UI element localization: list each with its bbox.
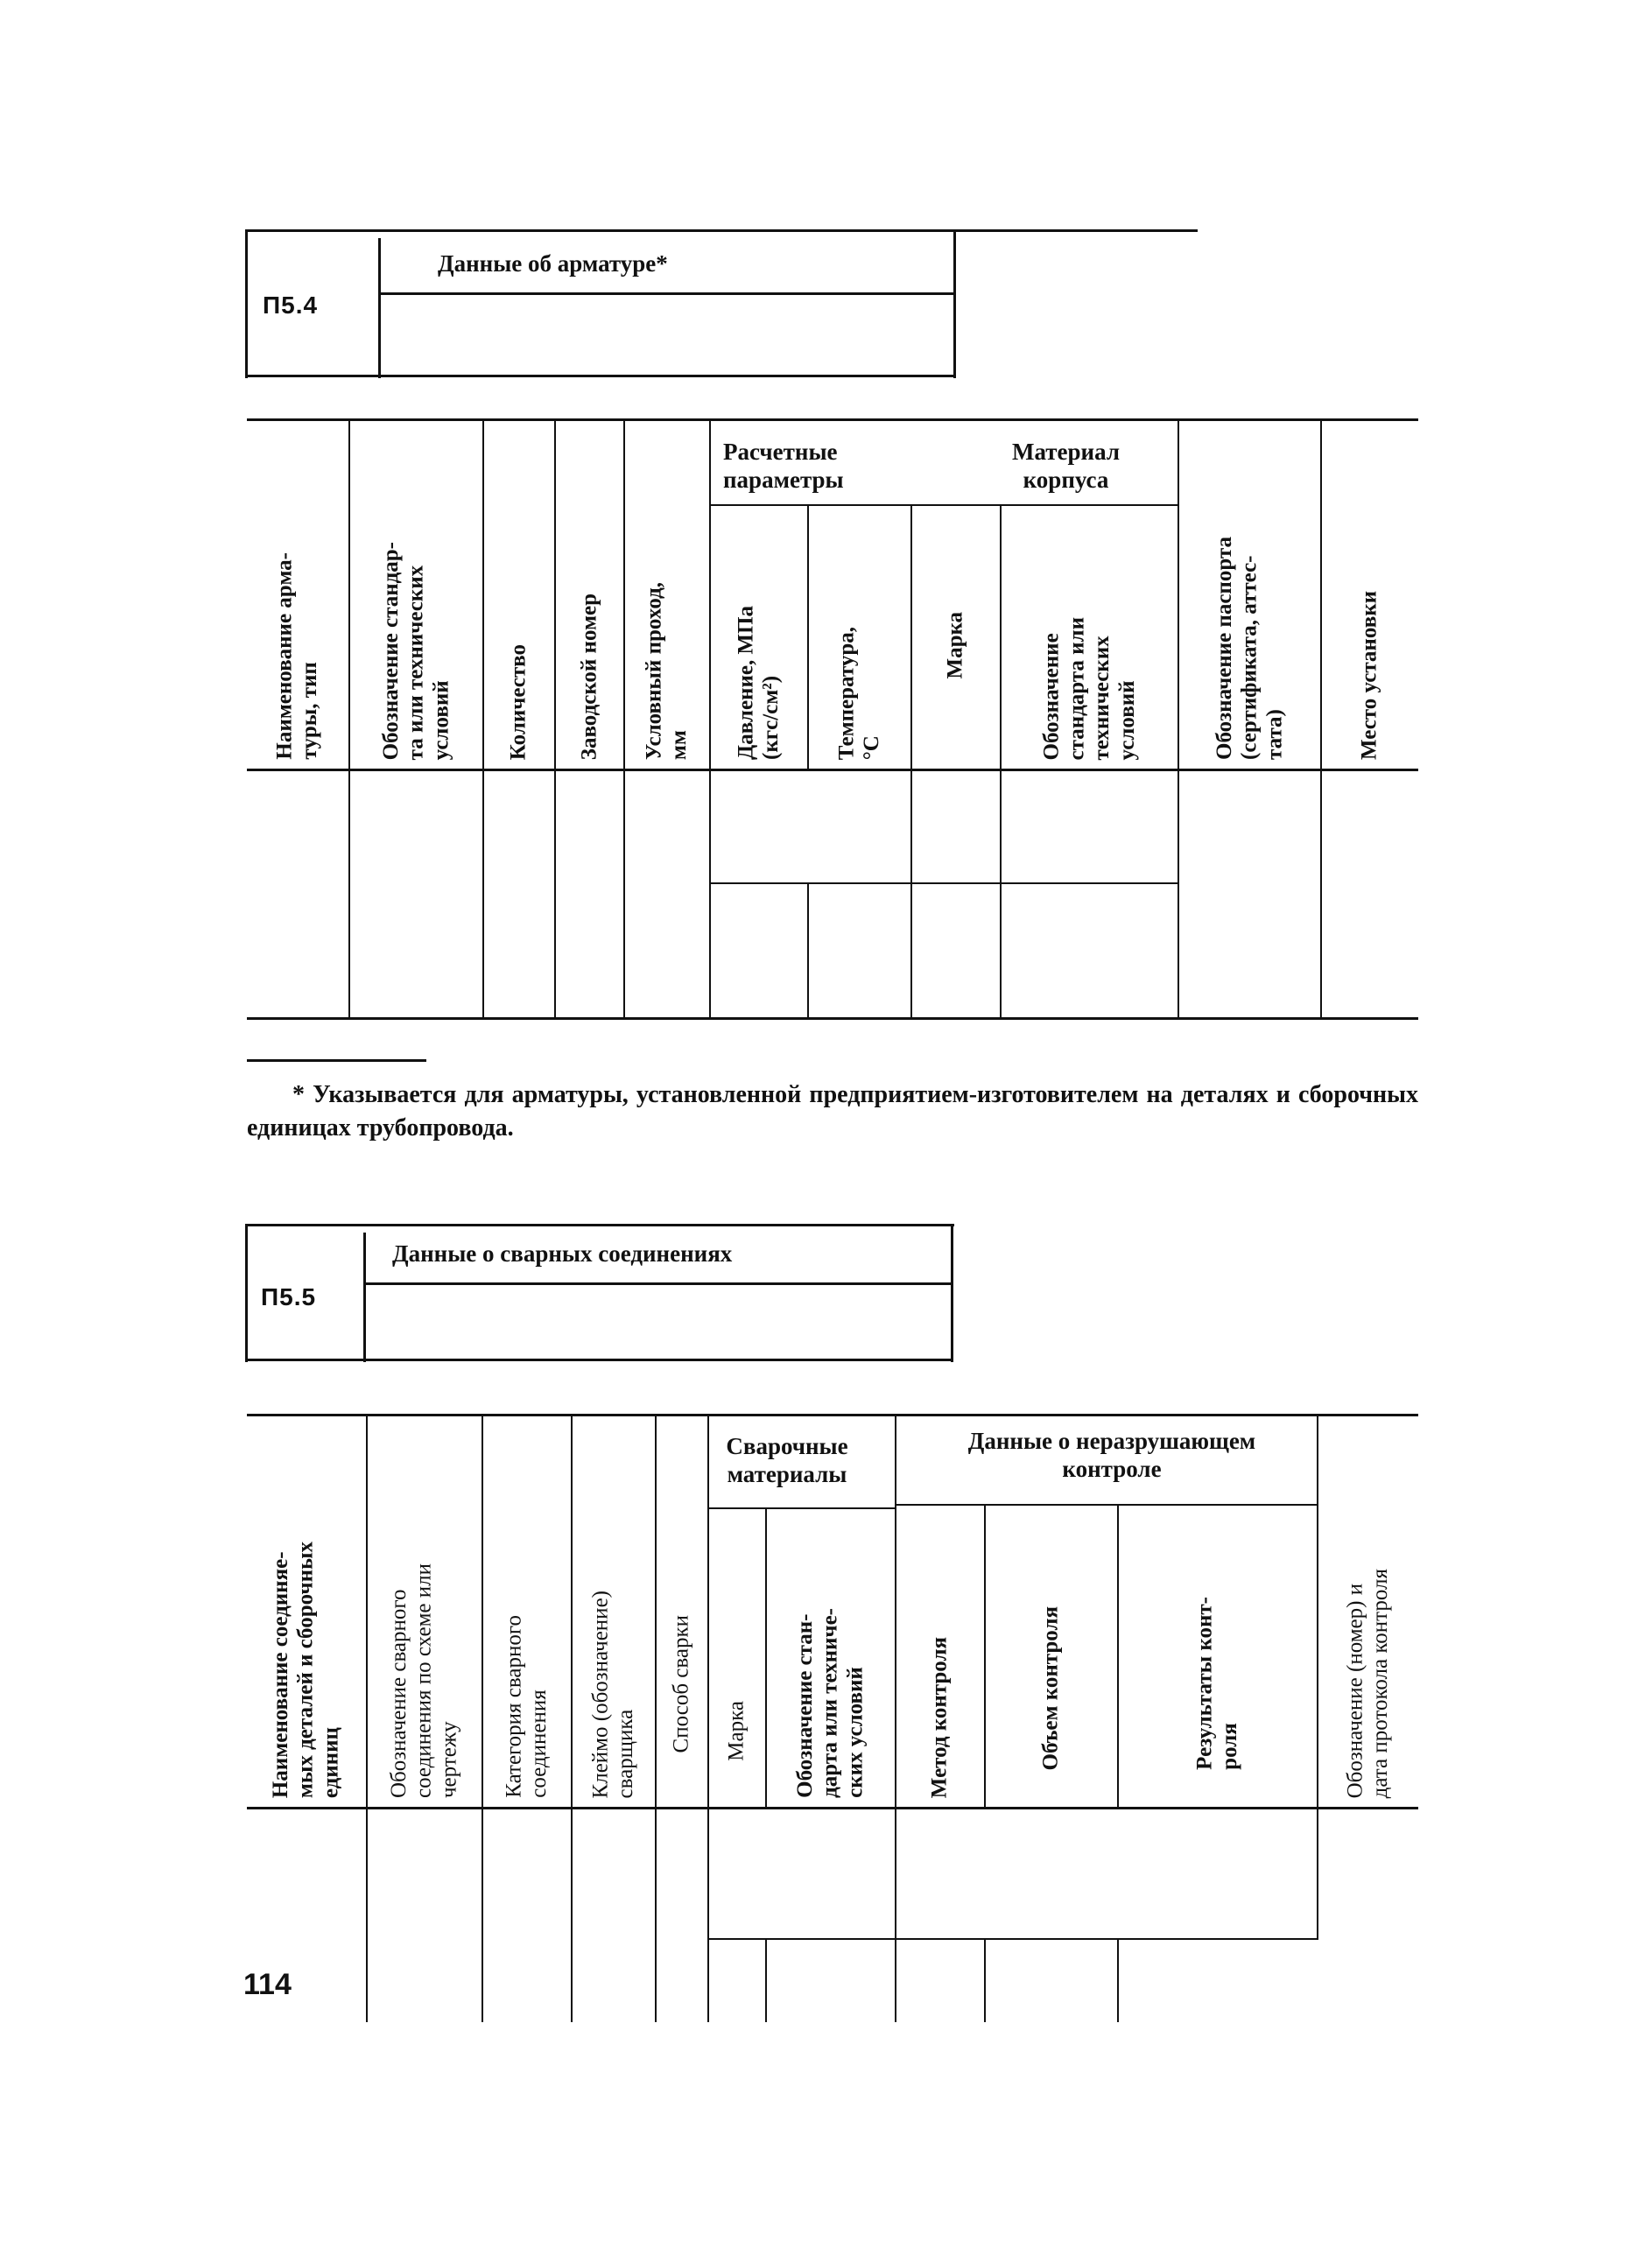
section-5-5-code: П5.5 — [261, 1283, 317, 1310]
armature-col-grade: Марка — [943, 612, 967, 679]
welds-col-ndt-method: Метод контроля — [927, 1636, 952, 1798]
section-5-4-code: П5.4 — [263, 292, 319, 319]
armature-group-body-material: Материал корпуса — [1012, 439, 1120, 494]
footnote-rule — [247, 1059, 426, 1062]
section-5-5-title: Данные о сварных соединениях — [392, 1240, 733, 1267]
welds-col-ndt-scope: Объем контроля — [1038, 1605, 1063, 1770]
footnote-text: * Указывается для арматуры, установленной предприятием-изготовителем на деталях и сборочных единицах трубопровода. — [247, 1081, 1418, 1142]
armature-col-material-standard: Обозначение стандарта или технических условий — [1039, 616, 1139, 760]
welds-col-parts: Наименование соединяе- мых деталей и сборочных единиц — [268, 1541, 343, 1798]
welds-group-ndt: Данные о неразрушающем контроле — [967, 1428, 1256, 1483]
armature-col-location: Место установки — [1357, 591, 1381, 760]
armature-col-factory-number: Заводской номер — [577, 593, 601, 760]
welds-col-protocol: Обозначение (номер) и дата протокола контроля — [1343, 1568, 1392, 1798]
welds-col-joint-category: Категория сварного соединения — [502, 1615, 551, 1798]
welds-col-welder-stamp: Клеймо (обозначение) сварщика — [588, 1590, 637, 1798]
welds-group-welding-materials: Сварочные материалы — [726, 1433, 848, 1488]
welds-col-grade: Марка — [724, 1701, 749, 1761]
page-number: 114 — [243, 1968, 292, 2001]
armature-group-design-params: Расчетные параметры — [723, 439, 844, 494]
armature-col-nominal-bore: Условный проход, мм — [642, 581, 691, 760]
welds-col-material-standard: Обозначение стан- дарта или техниче- ских условий — [792, 1608, 868, 1798]
welds-col-welding-method: Способ сварки — [669, 1614, 693, 1753]
armature-col-temperature: Температура, °С — [834, 626, 883, 760]
armature-col-standard: Обозначение стандар- та или технических условий — [378, 541, 453, 760]
section-5-4-title: Данные об арматуре* — [438, 250, 668, 277]
welds-col-joint-designation: Обозначение сварного соединения по схеме или чертежу — [386, 1563, 461, 1798]
armature-col-name: Наименование арма- туры, тип — [272, 552, 321, 760]
welds-col-ndt-results: Результаты конт- роля — [1192, 1597, 1241, 1770]
armature-col-pressure: Давление, МПа (кгс/см²) — [734, 606, 783, 760]
armature-col-quantity: Количество — [506, 643, 531, 760]
armature-col-passport: Обозначение паспорта (сертификата, аттес- тата) — [1212, 537, 1286, 760]
